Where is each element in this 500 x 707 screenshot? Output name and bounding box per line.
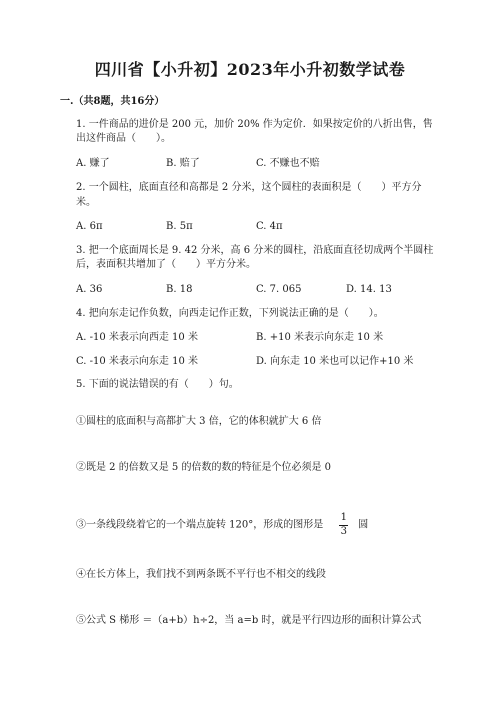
q2-option-c: C. 4π [256, 221, 283, 232]
q2-option-a: A. 6π [76, 221, 103, 232]
question-3-text: 3. 把一个底面周长是 9. 42 分米，高 6 分米的圆柱，沿底面直径切成两个半圆柱 [76, 245, 434, 256]
q5-statement-3-suffix: 圆 [358, 519, 369, 531]
question-2-text-cont: 米。 [76, 197, 96, 208]
question-4-text: 4. 把向东走记作负数，向西走记作正数，下列说法正确的是（ ）。 [76, 308, 384, 319]
q3-option-b: B. 18 [166, 284, 193, 295]
q3-option-c: C. 7. 065 [256, 284, 302, 295]
q3-option-d: D. 14. 13 [346, 284, 392, 295]
question-2-text: 2. 一个圆柱，底面直径和高都是 2 分米，这个圆柱的表面积是（ ）平方分 [76, 182, 422, 193]
q1-option-a: A. 赚了 [76, 158, 110, 169]
q5-statement-3-text: ③一条线段绕着它的一个端点旋转 120°，形成的图形是 [76, 519, 324, 531]
q1-option-c: C. 不赚也不赔 [256, 158, 320, 169]
q1-option-b: B. 赔了 [166, 158, 200, 169]
q5-statement-1: ①圆柱的底面积与高都扩大 3 倍，它的体积就扩大 6 倍 [76, 416, 322, 427]
question-1-text-cont: 出这件商品（ ）。 [76, 133, 171, 144]
question-1-text: 1. 一件商品的进价是 200 元，加价 20% 作为定价．如果按定价的八折出售，售 [76, 119, 433, 130]
q4-option-a: A. -10 米表示向西走 10 米 [76, 332, 198, 343]
q5-statement-2: ②既是 2 的倍数又是 5 的倍数的数的特征是个位必须是 0 [76, 462, 331, 473]
q4-option-d: D. 向东走 10 米也可以记作+10 米 [256, 356, 414, 367]
fraction [339, 513, 348, 537]
fraction-denominator: 3 [340, 525, 347, 537]
q4-option-b: B. +10 米表示向东走 10 米 [256, 332, 384, 343]
fraction-numerator: 1 [340, 512, 347, 523]
q3-option-a: A. 36 [76, 284, 103, 295]
question-5-text: 5. 下面的说法错误的有（ ）句。 [76, 379, 239, 390]
q4-option-c: C. -10 米表示向东走 10 米 [76, 356, 199, 367]
question-3-text-cont: 后，表面积共增加了（ ）平方分米。 [76, 259, 256, 270]
q5-statement-3 [76, 513, 368, 537]
q5-statement-5: ⑤公式 S 梯形 ＝（a+b）h÷2，当 a=b 时，就是平行四边形的面积计算公式 [76, 615, 422, 626]
exam-title: 四川省【小升初】2023年小升初数学试卷 [94, 60, 406, 79]
section-heading: 一.（共8题，共16分） [60, 96, 165, 107]
q5-statement-4: ④在长方体上，我们找不到两条既不平行也不相交的线段 [76, 569, 326, 580]
q2-option-b: B. 5π [166, 221, 193, 232]
